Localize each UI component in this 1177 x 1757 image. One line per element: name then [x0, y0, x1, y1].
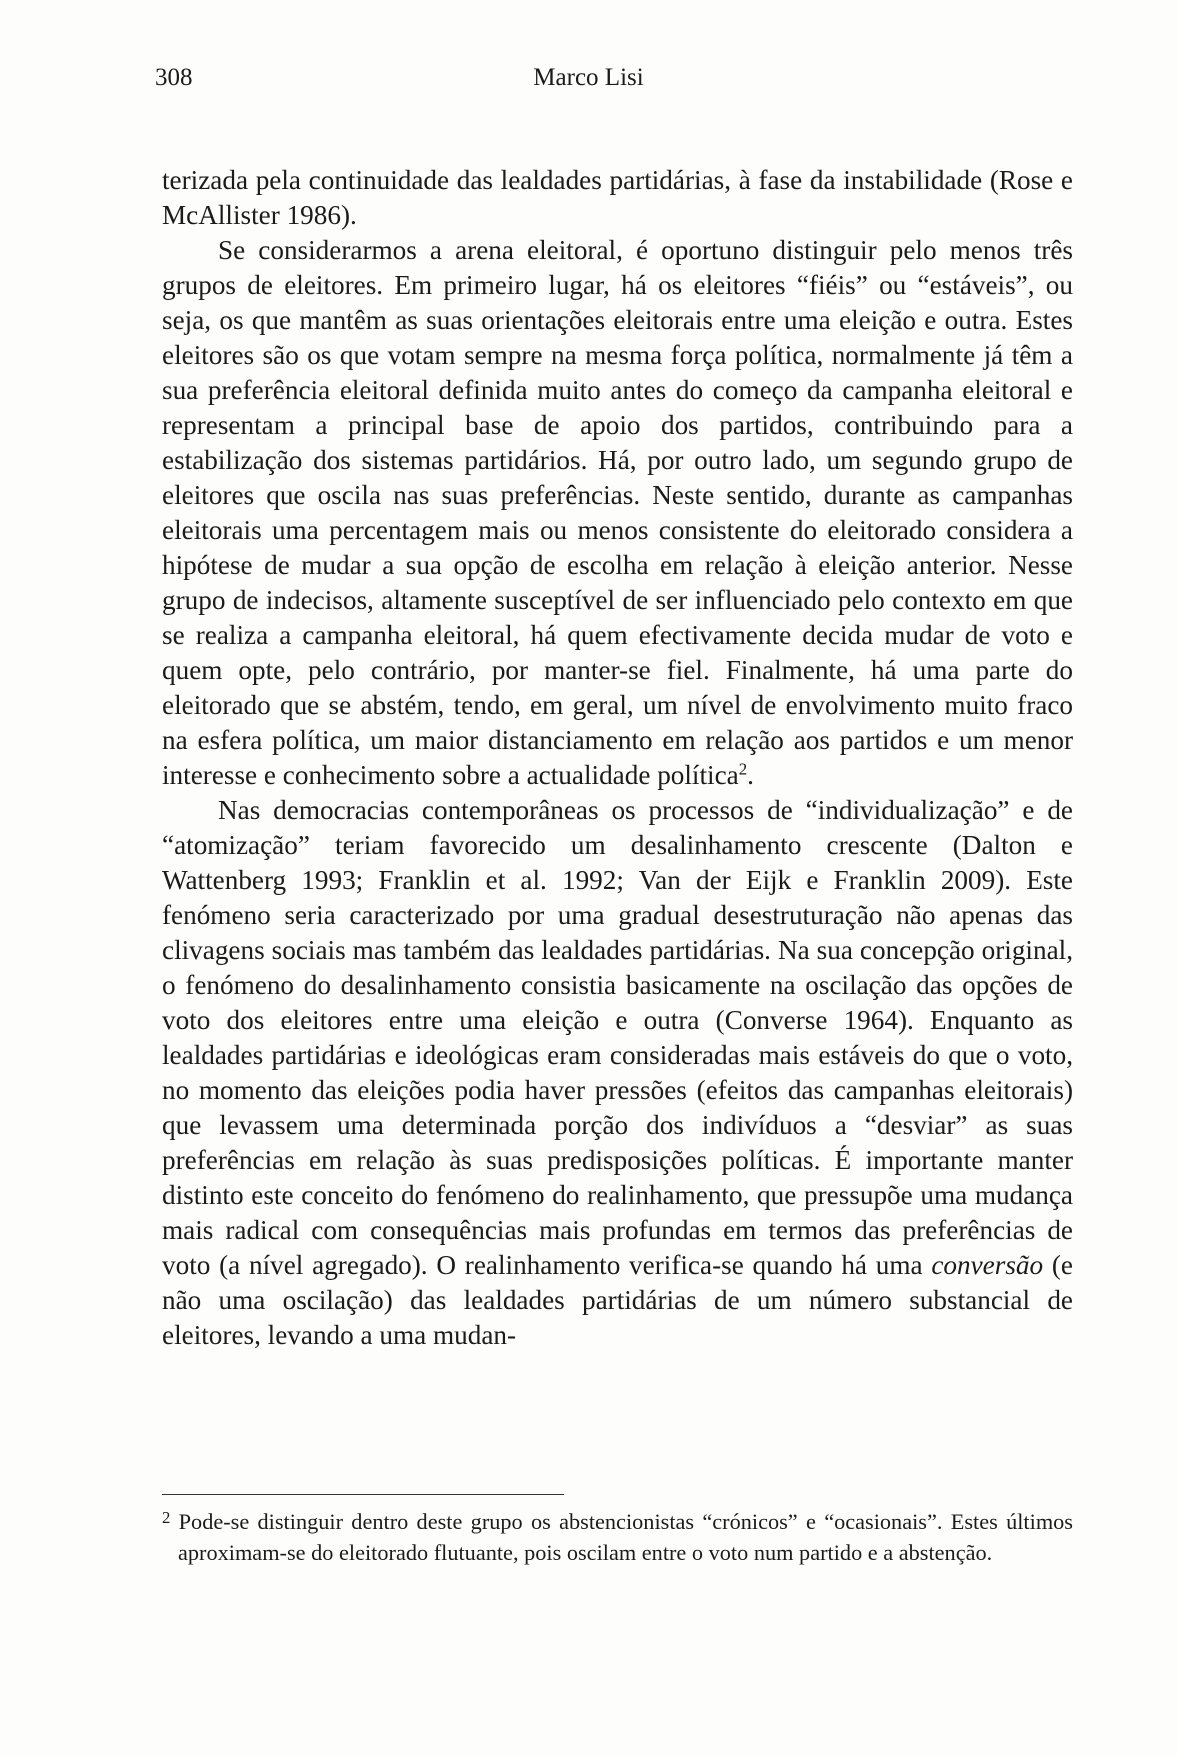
- paragraph-3-text: Nas democracias contemporâneas os processos de “individualização” e de “atomização” teriam favorecido um desalinhamento crescente (Dalton e Wattenberg 1993; Franklin et al. 1992; Van der Eijk e Franklin 2009). Este fenómeno seria caracterizado por uma gradual desestruturação não apenas das clivagens sociais mas também das lealdades partidárias. Na sua concepção original, o fenómeno do desalinhamento consistia basicamente na oscilação das opções de voto dos eleitores entre uma eleição e outra (Converse 1964). Enquanto as lealdades partidárias e ideológicas eram consideradas mais estáveis do que o voto, no momento das eleições podia haver pressões (efeitos das campanhas eleitorais) que levassem uma determinada porção dos indivíduos a “desviar” as suas preferências em relação às suas predisposições políticas. É importante manter distinto este conceito do fenómeno do realinhamento, que pressupõe uma mudança mais radical com consequências mais profundas em termos das preferências de voto (a nível agregado). O realinhamento verifica-se quando há uma: [162, 795, 1073, 1280]
- footnote: [162, 1507, 1073, 1568]
- footnote-reference: 2: [738, 759, 748, 779]
- footnote-mark: 2: [162, 1508, 171, 1528]
- paragraph-2-text: Se considerarmos a arena eleitoral, é oportuno distinguir pelo menos três grupos de eleitores. Em primeiro lugar, há os eleitores “fiéis” ou “estáveis”, ou seja, os que mantêm as suas orientações eleitorais entre uma eleição e outra. Estes eleitores são os que votam sempre na mesma força política, normalmente já têm a sua preferência eleitoral definida muito antes do começo da campanha eleitoral e representam a principal base de apoio dos partidos, contribuindo para a estabilização dos sistemas partidários. Há, por outro lado, um segundo grupo de eleitores que oscila nas suas preferências. Neste sentido, durante as campanhas eleitorais uma percentagem mais ou menos consistente do eleitorado considera a hipótese de mudar a sua opção de escolha em relação à eleição anterior. Nesse grupo de indecisos, altamente susceptível de ser influenciado pelo contexto em que se realiza a campanha eleitoral, há quem efectivamente decida mudar de voto e quem opte, pelo contrário, por manter-se fiel. Finalmente, há uma parte do eleitorado que se abstém, tendo, em geral, um nível de envolvimento muito fraco na esfera política, um maior distanciamento em relação aos partidos e um menor interesse e conhecimento sobre a actualidade política: [162, 235, 1073, 790]
- paragraph-2-end: .: [747, 760, 754, 790]
- paragraph-3-end: (e não uma oscilação) das lealdades partidárias de um número substancial de eleitores, levando a uma mudan-: [162, 1250, 1074, 1350]
- paragraph-3: [162, 793, 1073, 1353]
- footnote-separator: [162, 1494, 564, 1495]
- paragraph-1: terizada pela continuidade das lealdades partidárias, à fase da instabilidade (Rose e McAllister 1986).: [162, 165, 1073, 230]
- footnote-text: Pode-se distinguir dentro deste grupo os abstencionistas “crónicos” e “ocasionais”. Estes últimos aproximam-se do eleitorado flutuante, pois oscilam entre o voto num partido e a abstenção.: [170, 1509, 1073, 1565]
- emphasis-conversao: conversão: [931, 1250, 1044, 1280]
- running-head: Marco Lisi: [533, 64, 644, 91]
- main-text: [162, 163, 1073, 1353]
- page-number: 308: [155, 64, 193, 91]
- paragraph-2: [162, 233, 1073, 793]
